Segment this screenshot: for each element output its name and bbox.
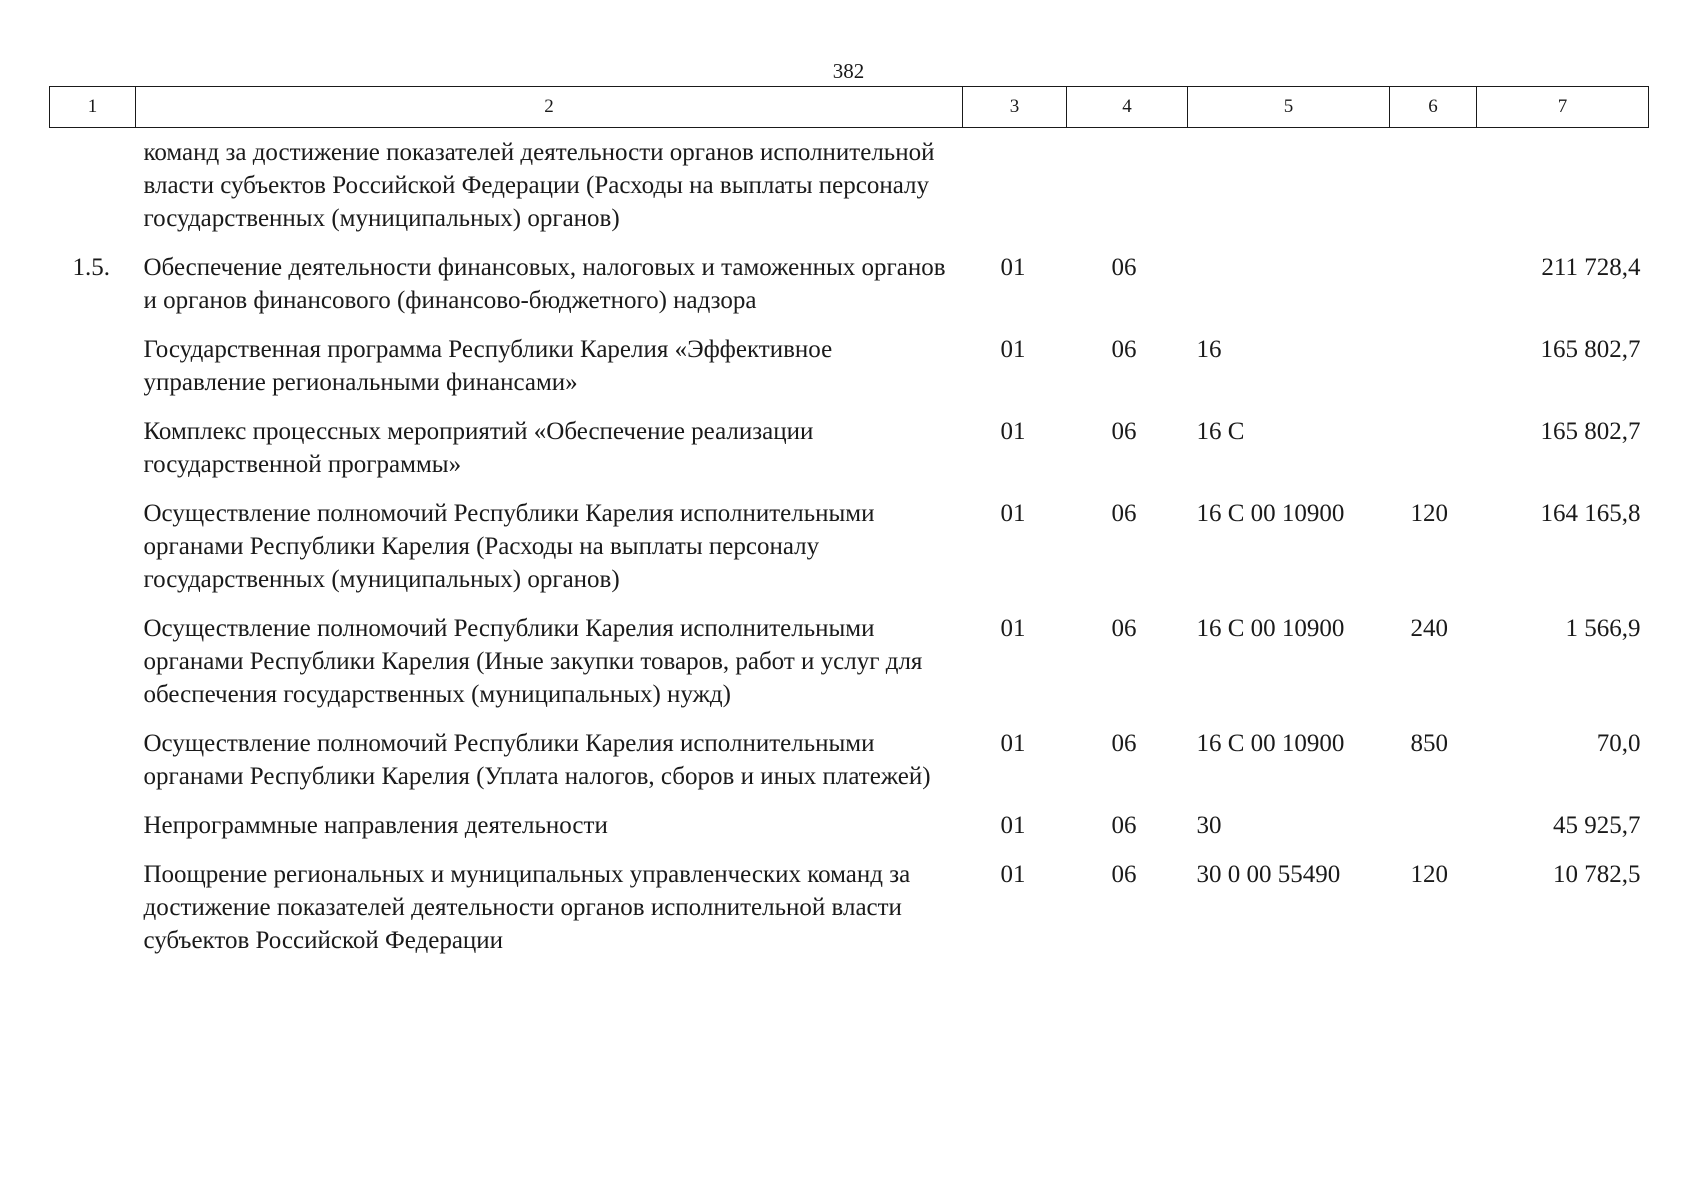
table-row xyxy=(50,251,1649,333)
row-amount: 211 728,4 xyxy=(1541,254,1641,281)
row-amount xyxy=(1477,128,1649,252)
row-subsection: 06 xyxy=(1111,254,1137,281)
table-row xyxy=(50,128,1649,252)
row-target-article: 16 xyxy=(1196,336,1222,363)
column-header-3: 3 xyxy=(963,87,1067,128)
row-expense-type xyxy=(1390,251,1477,333)
row-section: 01 xyxy=(1000,812,1026,839)
row-name: команд за достижение показателей деятельности органов исполнительной власти субъектов Российской Федерации (Расходы на выплаты персоналу государственных (муниципальных) органов) xyxy=(143,139,935,232)
row-section: 01 xyxy=(1000,336,1026,363)
table-row xyxy=(50,612,1649,727)
row-subsection: 06 xyxy=(1111,812,1137,839)
row-index xyxy=(50,858,136,973)
row-subsection: 06 xyxy=(1111,418,1137,445)
row-name: Осуществление полномочий Республики Карелия исполнительными органами Республики Карелия (Уплата налогов, сборов и иных платежей) xyxy=(143,730,931,790)
table-row xyxy=(50,497,1649,612)
row-subsection xyxy=(1067,128,1188,252)
row-expense-type: 120 xyxy=(1410,500,1448,527)
table-row xyxy=(50,809,1649,858)
budget-table xyxy=(49,86,1649,973)
row-name: Осуществление полномочий Республики Карелия исполнительными органами Республики Карелия (Иные закупки товаров, работ и услуг для обеспечения государственных (муниципальных) нужд) xyxy=(143,615,923,708)
row-subsection: 06 xyxy=(1111,730,1137,757)
column-header-2: 2 xyxy=(136,87,963,128)
row-expense-type xyxy=(1390,128,1477,252)
row-amount: 1 566,9 xyxy=(1565,615,1641,642)
row-name: Непрограммные направления деятельности xyxy=(143,812,608,839)
table-row xyxy=(50,858,1649,973)
row-index xyxy=(50,727,136,809)
row-section: 01 xyxy=(1000,418,1026,445)
row-name: Поощрение региональных и муниципальных управленческих команд за достижение показателей деятельности органов исполнительной власти субъектов Российской Федерации xyxy=(143,861,911,954)
row-subsection: 06 xyxy=(1111,615,1137,642)
column-header-1: 1 xyxy=(50,87,136,128)
row-subsection: 06 xyxy=(1111,500,1137,527)
row-section: 01 xyxy=(1000,254,1026,281)
table-row xyxy=(50,333,1649,415)
row-expense-type xyxy=(1390,809,1477,858)
table-row xyxy=(50,727,1649,809)
row-index xyxy=(50,415,136,497)
row-amount: 70,0 xyxy=(1596,730,1641,757)
row-index xyxy=(50,809,136,858)
column-header-6: 6 xyxy=(1390,87,1477,128)
row-name: Осуществление полномочий Республики Карелия исполнительными органами Республики Карелия (Расходы на выплаты персоналу государственных (муниципальных) органов) xyxy=(143,500,875,593)
row-target-article: 30 0 00 55490 xyxy=(1196,861,1341,888)
row-expense-type xyxy=(1390,415,1477,497)
row-section xyxy=(963,128,1067,252)
row-subsection: 06 xyxy=(1111,336,1137,363)
row-name: Государственная программа Республики Карелия «Эффективное управление региональными финансами» xyxy=(143,336,833,396)
page-number: 382 xyxy=(832,59,865,83)
row-target-article: 16 С 00 10900 xyxy=(1196,615,1345,642)
row-section: 01 xyxy=(1000,500,1026,527)
row-target-article: 30 xyxy=(1196,812,1222,839)
row-amount: 10 782,5 xyxy=(1553,861,1641,888)
row-section: 01 xyxy=(1000,730,1026,757)
row-expense-type: 240 xyxy=(1410,615,1448,642)
row-amount: 165 802,7 xyxy=(1540,418,1641,445)
row-index xyxy=(50,612,136,727)
row-name: Комплекс процессных мероприятий «Обеспечение реализации государственной программы» xyxy=(143,418,814,478)
row-index xyxy=(50,333,136,415)
row-target-article xyxy=(1188,128,1390,252)
row-expense-type: 120 xyxy=(1410,861,1448,888)
row-section: 01 xyxy=(1000,861,1026,888)
row-amount: 165 802,7 xyxy=(1540,336,1641,363)
row-target-article: 16 С 00 10900 xyxy=(1196,730,1345,757)
row-index xyxy=(50,497,136,612)
column-header-5: 5 xyxy=(1188,87,1390,128)
row-index xyxy=(50,128,136,252)
row-amount: 164 165,8 xyxy=(1540,500,1641,527)
table-row xyxy=(50,415,1649,497)
row-expense-type: 850 xyxy=(1410,730,1448,757)
row-target-article: 16 С xyxy=(1196,418,1245,445)
row-expense-type xyxy=(1390,333,1477,415)
row-section: 01 xyxy=(1000,615,1026,642)
column-header-7: 7 xyxy=(1477,87,1649,128)
row-index: 1.5. xyxy=(72,254,110,281)
row-target-article xyxy=(1188,251,1390,333)
row-subsection: 06 xyxy=(1111,861,1137,888)
row-name: Обеспечение деятельности финансовых, налоговых и таможенных органов и органов финансового (финансово-бюджетного) надзора xyxy=(143,254,946,314)
row-amount: 45 925,7 xyxy=(1553,812,1641,839)
column-header-4: 4 xyxy=(1067,87,1188,128)
table-header-row xyxy=(50,87,1649,128)
row-target-article: 16 С 00 10900 xyxy=(1196,500,1345,527)
